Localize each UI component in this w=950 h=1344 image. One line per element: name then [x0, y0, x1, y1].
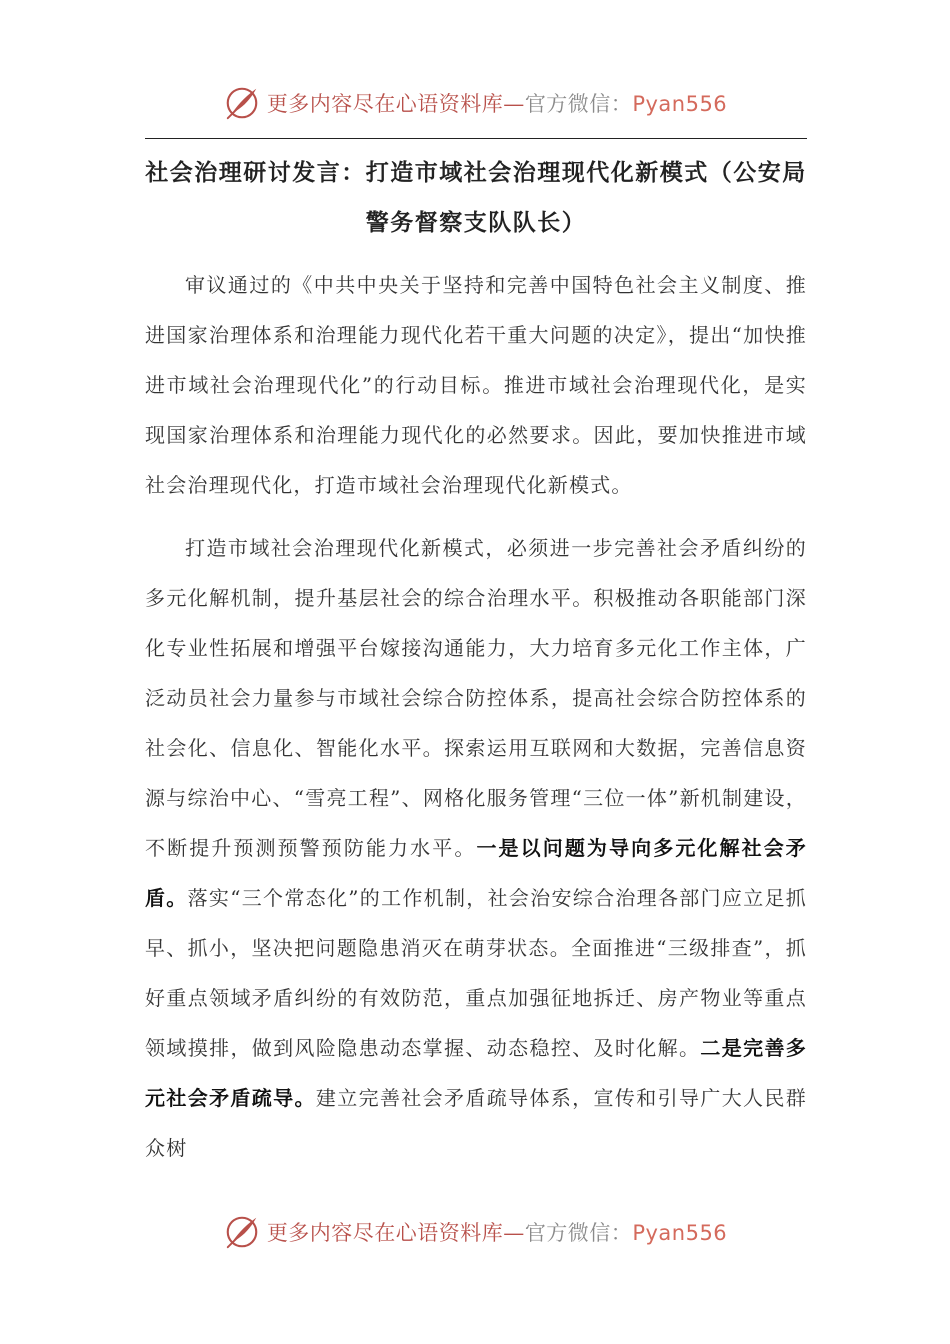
- header-banner: [0, 80, 950, 126]
- banner-wechat-id: Pyan556: [632, 1221, 728, 1245]
- banner-text: [267, 1217, 727, 1247]
- banner-text: [267, 88, 727, 118]
- paragraph-text: 审议通过的《中共中央关于坚持和完善中国特色社会主义制度、推进国家治理体系和治理能力现代化若干重大问题的决定》，提出“加快推进市域社会治理现代化”的行动目标。推进市域社会治理现代化，是实现国家治理体系和治理能力现代化的必然要求。因此，要加快推进市域社会治理现代化，打造市域社会治理现代化新模式。: [145, 273, 807, 497]
- body-paragraph: [145, 523, 807, 1173]
- header-divider: [145, 138, 807, 139]
- banner-wechat-label: 官方微信：: [524, 1221, 633, 1245]
- quill-logo-icon: [223, 84, 261, 122]
- banner-slogan: 更多内容尽在心语资料库—: [266, 1221, 525, 1245]
- paragraph-text: 打造市域社会治理现代化新模式，必须进一步完善社会矛盾纠纷的多元化解机制，提升基层社会的综合治理水平。积极推动各职能部门深化专业性拓展和增强平台嫁接沟通能力，大力培育多元化工作主体，广泛动员社会力量参与市域社会综合防控体系，提高社会综合防控体系的社会化、信息化、智能化水平。探索运用互联网和大数据，完善信息资源与综治中心、“雪亮工程”、网格化服务管理“三位一体”新机制建设，不断提升预测预警预防能力水平。: [145, 536, 807, 860]
- banner-wechat-id: Pyan556: [632, 92, 728, 116]
- banner-wechat-label: 官方微信：: [524, 92, 633, 116]
- footer-banner: [0, 1209, 950, 1255]
- paragraph-text: 落实“三个常态化”的工作机制，社会治安综合治理各部门应立足抓早、抓小，坚决把问题隐患消灭在萌芽状态。全面推进“三级排查”，抓好重点领域矛盾纠纷的有效防范，重点加强征地拆迁、房产物业等重点领域摸排，做到风险隐患动态掌握、动态稳控、及时化解。: [145, 886, 807, 1060]
- paragraph-text: 建立完善社会矛盾疏导体系，宣传和引导广大人民群众树: [145, 1086, 807, 1160]
- bold-heading-text: 一是以问题为导向多元化解社会矛盾。: [145, 836, 808, 910]
- document-title: 社会治理研讨发言：打造市域社会治理现代化新模式（公安局警务督察支队队长）: [145, 160, 807, 236]
- bold-heading-text: 二是完善多元社会矛盾疏导。: [145, 1036, 807, 1110]
- quill-logo-icon: [223, 1213, 261, 1251]
- document-body: [145, 260, 807, 1173]
- body-paragraph: [145, 260, 807, 510]
- banner-slogan: 更多内容尽在心语资料库—: [266, 92, 525, 116]
